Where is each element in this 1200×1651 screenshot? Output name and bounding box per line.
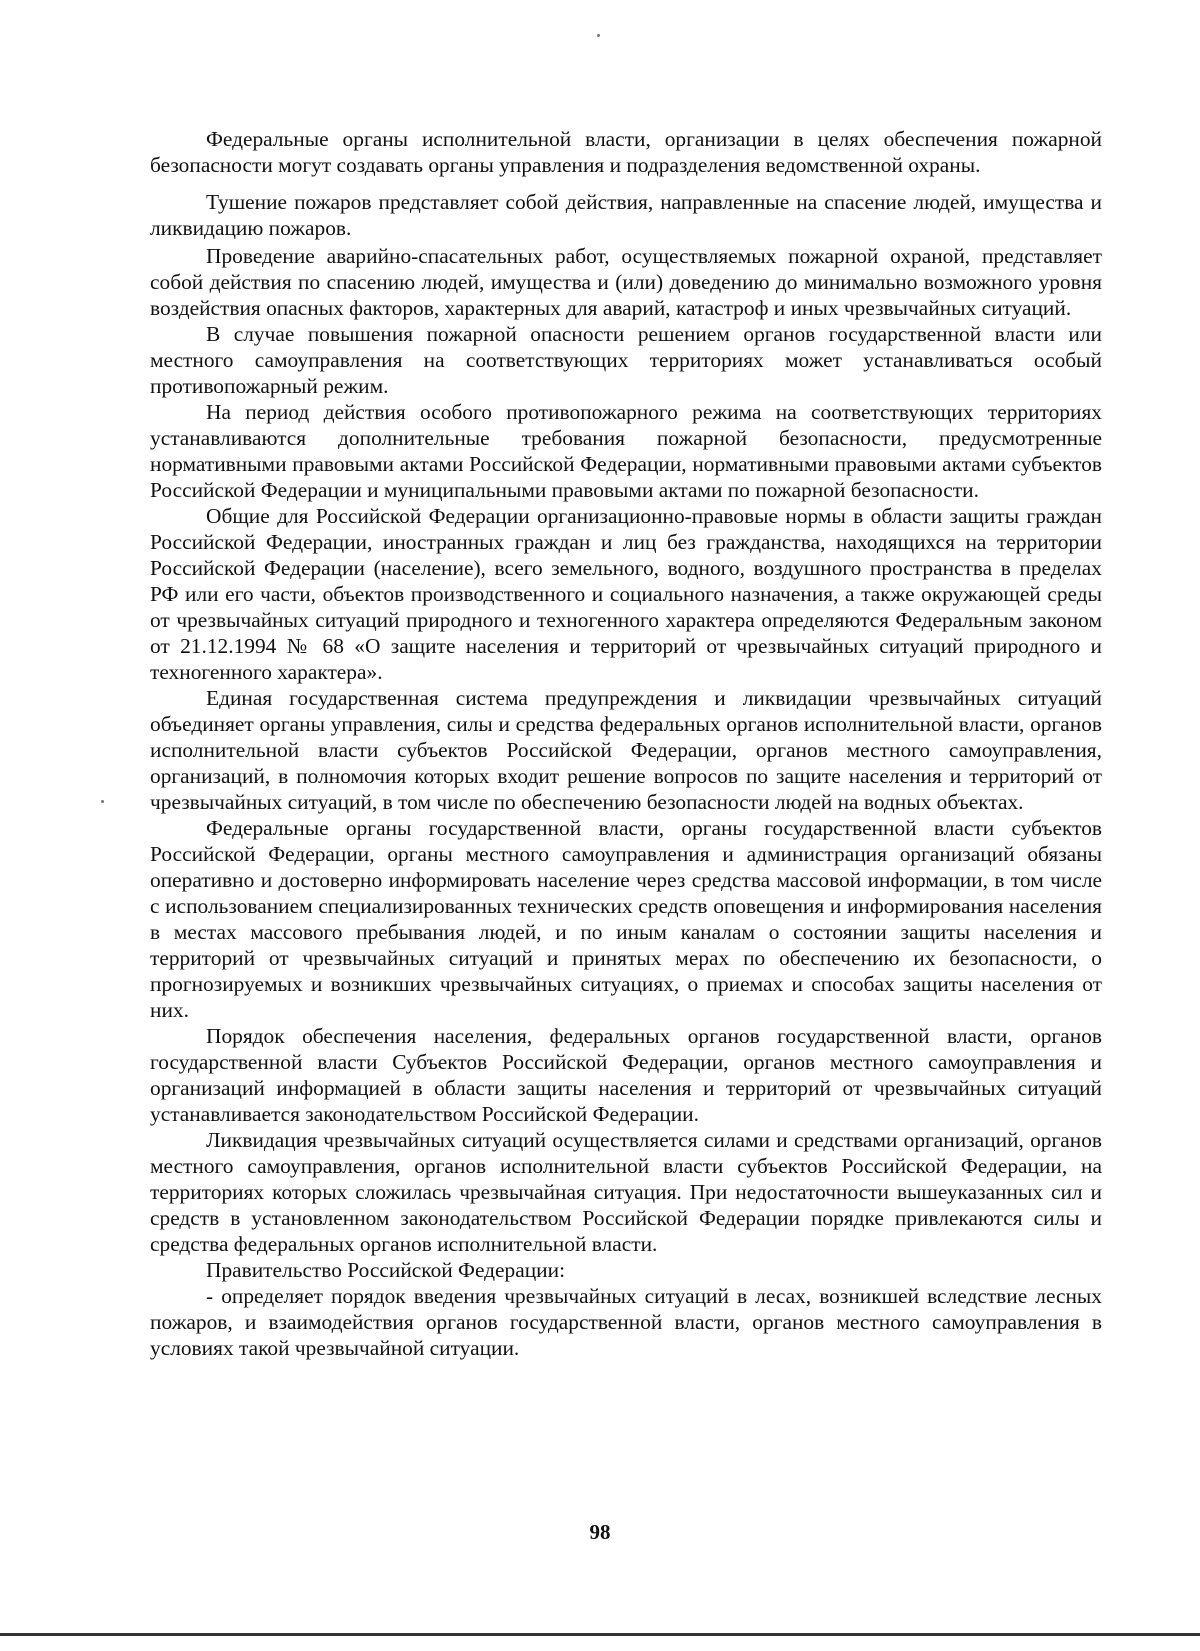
paragraph-federal-law-68: Общие для Российской Федерации организационно-правовые нормы в области защиты граждан Российской Федерации, иностранных граждан и лиц без гражданства, находящихся на территории Российской Федерации (население), всего земельного, водного, воздушного пространства в пределах РФ или его части, объектов производственного и социального назначения, а также окружающей среды от чрезвычайных ситуаций природного и техногенного характера определяются Федеральным законом от 21.12.1994 № 68 «О защите населения и территорий от чрезвычайных ситуаций природного и техногенного характера». — [150, 504, 1102, 684]
paragraph-special-fire-regime: В случае повышения пожарной опасности решением органов государственной власти или местного самоуправления на соответствующих территориях может устанавливаться особый противопожарный режим. — [150, 322, 1102, 398]
paragraph-forest-emergency: - определяет порядок введения чрезвычайных ситуаций в лесах, возникшей вследствие лесных пожаров, и взаимодействия органов государственной власти, органов местного самоуправления в условиях такой чрезвычайной ситуации. — [150, 1284, 1102, 1360]
page-number: 98 — [589, 1520, 611, 1544]
bottom-rule — [0, 1633, 1200, 1636]
document-page — [150, 126, 1102, 1361]
paragraph-fire-extinguishing: Тушение пожаров представляет собой действия, направленные на спасение людей, имущества и ликвидацию пожаров. — [150, 190, 1102, 240]
paragraph-government-heading: Правительство Российской Федерации: — [206, 1258, 566, 1282]
paragraph-unified-state-system: Единая государственная система предупреждения и ликвидации чрезвычайных ситуаций объединяет органы управления, силы и средства федеральных органов исполнительной власти, органов исполнительной власти субъектов Российской Федерации, органов местного самоуправления, организаций, в полномочия которых входит решение вопросов по защите населения и территорий от чрезвычайных ситуаций, в том числе по обеспечению безопасности людей на водных объектах. — [150, 686, 1102, 814]
paragraph-inform-population: Федеральные органы государственной власти, органы государственной власти субъектов Российской Федерации, органы местного самоуправления и администрация организаций обязаны оперативно и достоверно информировать население через средства массовой информации, в том числе с использованием специализированных технических средств оповещения и информирования населения в местах массового пребывания людей, и по иным каналам о состоянии защиты населения и территорий от чрезвычайных ситуаций и принятых мерах по обеспечению их безопасности, о прогнозируемых и возникших чрезвычайных ситуациях, о приемах и способах защиты населения от них. — [150, 816, 1102, 1022]
paragraph-departmental-fire-protection: Федеральные органы исполнительной власти, организации в целях обеспечения пожарной безопасности могут создавать органы управления и подразделения ведомственной охраны. — [150, 127, 1102, 177]
scan-speck-top — [597, 34, 600, 37]
paragraph-information-procedure: Порядок обеспечения населения, федеральных органов государственной власти, органов государственной власти Субъектов Российской Федерации, органов местного самоуправления и организаций информацией в области защиты населения и территорий от чрезвычайных ситуаций устанавливается законодательством Российской Федерации. — [150, 1024, 1102, 1126]
scan-speck-left — [101, 800, 104, 803]
paragraph-emergency-liquidation: Ликвидация чрезвычайных ситуаций осуществляется силами и средствами организаций, органов местного самоуправления, органов исполнительной власти субъектов Российской Федерации, на территориях которых сложилась чрезвычайная ситуация. При недостаточности вышеуказанных сил и средств в установленном законодательством Российской Федерации порядке привлекаются силы и средства федеральных органов исполнительной власти. — [150, 1128, 1102, 1256]
paragraph-rescue-operations: Проведение аварийно-спасательных работ, осуществляемых пожарной охраной, представляет собой действия по спасению людей, имущества и (или) доведению до минимально возможного уровня воздействия опасных факторов, характерных для аварий, катастроф и иных чрезвычайных ситуаций. — [150, 244, 1102, 320]
paragraph-additional-requirements: На период действия особого противопожарного режима на соответствующих территориях устанавливаются дополнительные требования пожарной безопасности, предусмотренные нормативными правовыми актами Российской Федерации, нормативными правовыми актами субъектов Российской Федерации и муниципальными правовыми актами по пожарной безопасности. — [150, 400, 1102, 502]
